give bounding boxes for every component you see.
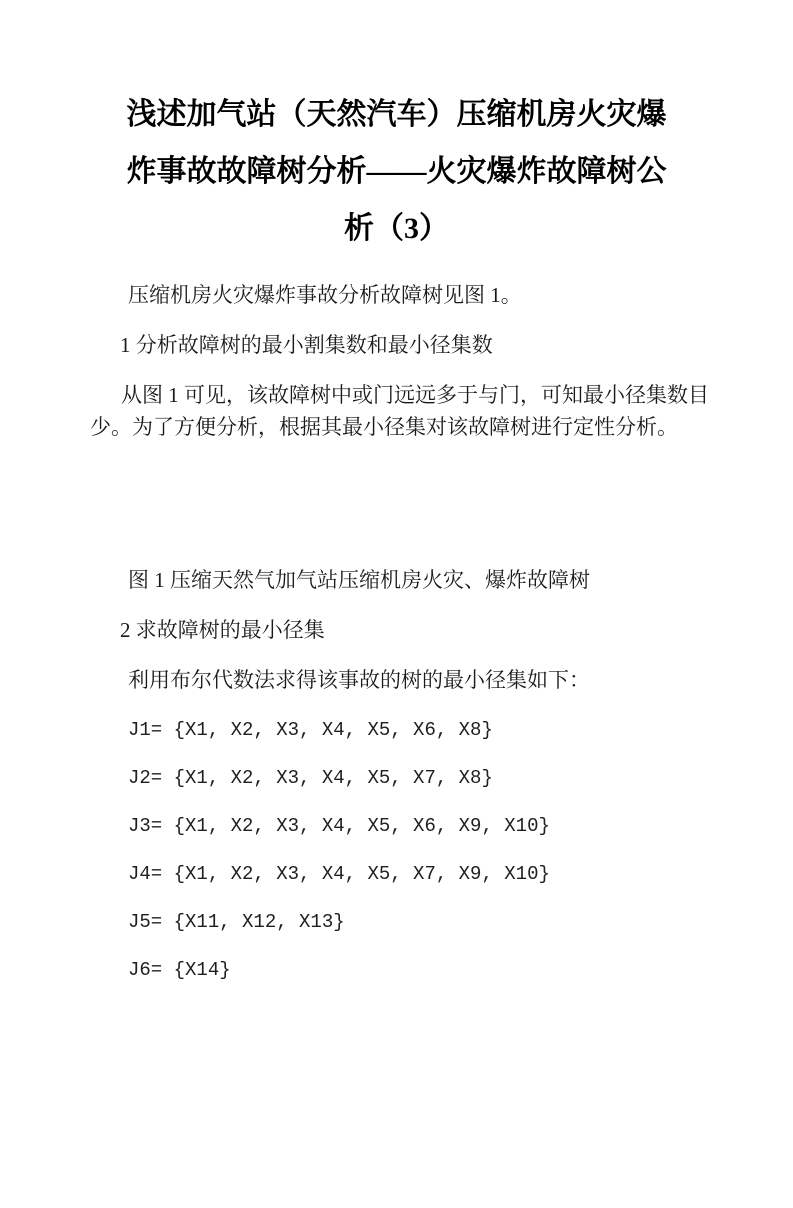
document-content (0, 86, 793, 986)
section-heading-2: 2 求故障树的最小径集 (120, 618, 325, 642)
figure-1-caption: 图 1 压缩天然气加气站压缩机房火灾、爆炸故障树 (128, 568, 590, 592)
analysis-paragraph (90, 379, 709, 443)
path-set-j4: J4= {X1, X2, X3, X4, X5, X7, X9, X10} (128, 863, 550, 885)
section-heading-1: 1 分析故障树的最小割集数和最小径集数 (120, 333, 493, 357)
analysis-paragraph-line-2: 少。为了方便分析，根据其最小径集对该故障树进行定性分析。 (90, 415, 678, 439)
document-page (0, 86, 793, 1208)
intro-paragraph: 压缩机房火灾爆炸事故分析故障树见图 1。 (128, 283, 522, 307)
path-set-j5: J5= {X11, X12, X13} (128, 911, 345, 933)
title-line-2: 炸事故故障树分析——火灾爆炸故障树公 (126, 155, 667, 188)
minimal-path-sets (90, 714, 703, 986)
lead-in-paragraph: 利用布尔代数法求得该事故的树的最小径集如下： (128, 668, 590, 692)
document-title (90, 86, 703, 257)
analysis-paragraph-line-1: 从图 1 可见，该故障树中或门远远多于与门，可知最小径集数目 (121, 383, 709, 407)
path-set-j1: J1= {X1, X2, X3, X4, X5, X6, X8} (128, 719, 493, 741)
path-set-j6: J6= {X14} (128, 959, 231, 981)
title-line-3: 析（3） (344, 212, 449, 245)
path-set-j2: J2= {X1, X2, X3, X4, X5, X7, X8} (128, 767, 493, 789)
path-set-j3: J3= {X1, X2, X3, X4, X5, X6, X9, X10} (128, 815, 550, 837)
title-line-1: 浅述加气站（天然汽车）压缩机房火灾爆 (126, 98, 667, 131)
figure-1-placeholder (90, 443, 703, 546)
